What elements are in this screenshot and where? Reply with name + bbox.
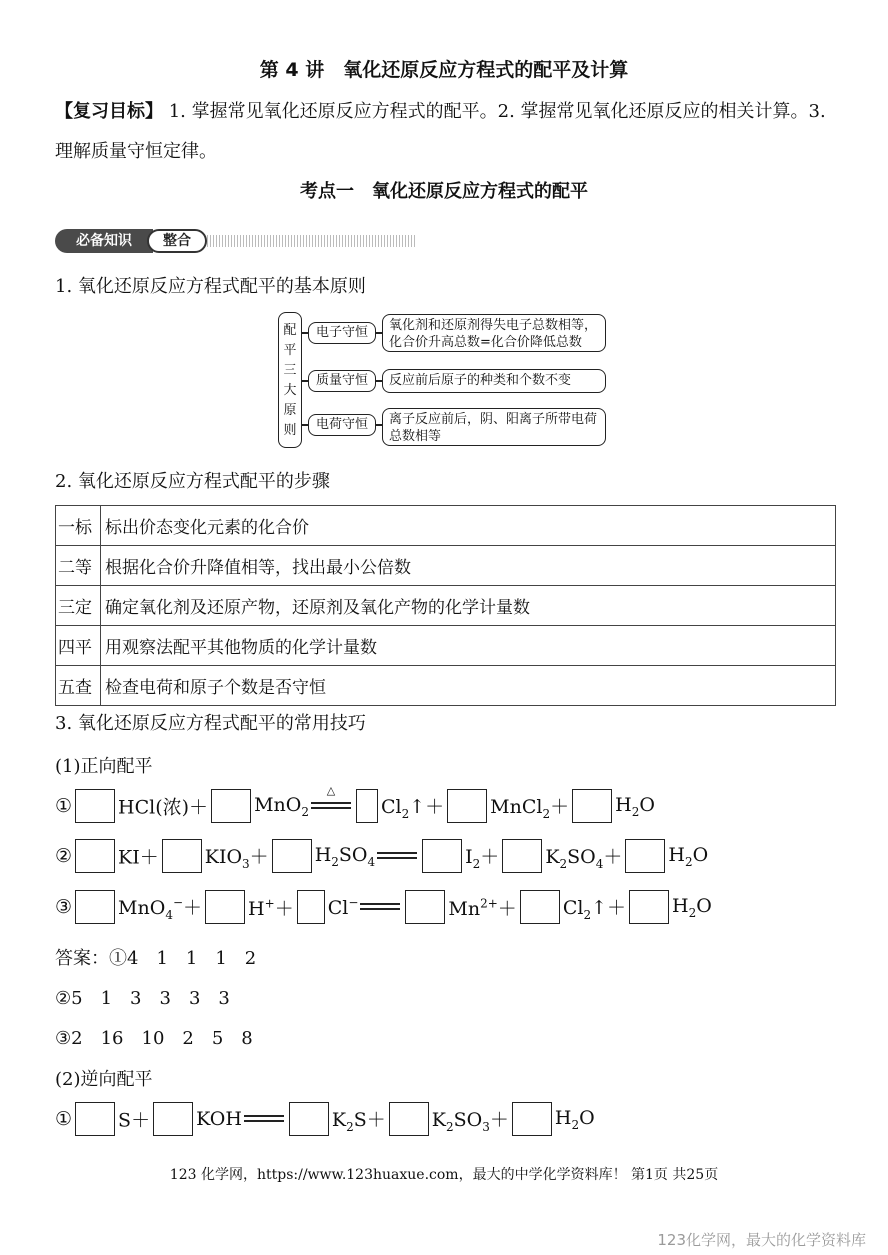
subscript: 2 — [688, 905, 697, 920]
superscript: 2+ — [480, 896, 498, 911]
eq-term-text: H — [668, 843, 685, 866]
coefficient-box[interactable] — [512, 1102, 552, 1136]
subheading-reverse: (2)逆向配平 — [55, 1069, 153, 1090]
subscript: 2 — [472, 856, 481, 871]
table-row — [56, 626, 836, 666]
equation-3 — [55, 890, 712, 924]
principles-diagram — [278, 312, 608, 452]
eq-term-text: I — [465, 845, 473, 868]
coefficient-box[interactable] — [405, 890, 445, 924]
answer-line-2: ②5 1 3 3 3 3 — [55, 988, 230, 1009]
eq-term-text: SO — [453, 1108, 483, 1131]
steps-table — [55, 505, 836, 706]
coefficient-box[interactable] — [422, 839, 462, 873]
eq-term-tail: ＋ — [489, 1108, 509, 1131]
principle-key-charge: 电荷守恒 — [308, 414, 376, 436]
eq-term-tail: O — [579, 1106, 595, 1129]
eq-term — [254, 793, 309, 819]
coefficient-box[interactable] — [75, 839, 115, 873]
eq-term-tail: ＋ — [249, 845, 269, 868]
coefficient-box[interactable] — [502, 839, 542, 873]
subheading-forward: (1)正向配平 — [55, 756, 153, 777]
principle-key-electron: 电子守恒 — [308, 322, 376, 344]
subscript: 2 — [559, 856, 568, 871]
subscript: 2 — [331, 854, 339, 869]
table-row — [56, 506, 836, 546]
subscript: 3 — [242, 856, 250, 871]
eq-term-text: MnCl — [490, 795, 543, 818]
subscript: 2 — [346, 1119, 354, 1134]
coefficient-box[interactable] — [625, 839, 665, 873]
eq-term — [431, 1108, 509, 1134]
watermark: 123化学网，最大的化学资料库 — [657, 1231, 866, 1249]
eq-term — [248, 898, 294, 920]
subscript: 2 — [401, 806, 410, 821]
eq-number: ① — [55, 1108, 73, 1130]
eq-term-text: H — [672, 894, 689, 917]
step-value: 标出价态变化元素的化合价 — [101, 506, 836, 546]
table-row — [56, 546, 836, 586]
eq-term-text: H — [615, 793, 632, 816]
heading-principles: 1. 氧化还原反应方程式配平的基本原则 — [55, 276, 366, 297]
superscript: + — [264, 896, 275, 911]
eq-term — [465, 845, 500, 871]
subscript: 2 — [446, 1119, 454, 1134]
coefficient-box[interactable] — [447, 789, 487, 823]
eq-term — [562, 896, 626, 922]
subscript: 3 — [482, 1119, 490, 1134]
answer-line-1 — [55, 944, 256, 970]
eq-term: HCl(浓)＋ — [118, 796, 209, 819]
eq-term-text: MnO — [254, 793, 302, 816]
coefficient-box[interactable] — [211, 789, 251, 823]
eq-term-tail: ＋ — [480, 845, 500, 868]
step-value: 确定氧化剂及还原产物，还原剂及氧化产物的化学计量数 — [101, 586, 836, 626]
eq-term-text: SO — [338, 843, 368, 866]
page-title: 第 4 讲 氧化还原反应方程式的配平及计算 — [259, 59, 629, 81]
eq-term — [448, 898, 516, 920]
diagram-root-text: 配平三大原则 — [283, 323, 297, 438]
answer-label: 答案： — [55, 948, 109, 969]
coefficient-box[interactable] — [289, 1102, 329, 1136]
eq-term-tail: ＋ — [550, 795, 570, 818]
coefficient-box[interactable] — [572, 789, 612, 823]
eq-term — [615, 793, 655, 819]
step-key: 五查 — [56, 666, 101, 706]
answer-line-3: ③2 16 10 2 5 8 — [55, 1028, 253, 1049]
subscript: 4 — [165, 907, 173, 922]
coefficient-box[interactable] — [75, 789, 115, 823]
coefficient-box[interactable] — [75, 890, 115, 924]
step-key: 三定 — [56, 586, 101, 626]
principle-value-electron: 氧化剂和还原剂得失电子总数相等，化合价升高总数=化合价降低总数 — [382, 314, 606, 352]
principle-value-charge: 离子反应前后，阴、阳离子所带电荷总数相等 — [382, 408, 606, 446]
subscript: 2 — [301, 804, 309, 819]
equation-4 — [55, 1102, 595, 1136]
equals-sign — [311, 784, 351, 813]
equals-sign — [244, 1112, 284, 1126]
eq-term-tail: O — [692, 843, 709, 866]
eq-term — [668, 843, 709, 869]
eq-term — [314, 843, 376, 869]
eq-number: ② — [55, 845, 73, 867]
section-title: 考点一 氧化还原反应方程式的配平 — [300, 181, 588, 202]
subscript: 2 — [583, 907, 592, 922]
eq-term-text: K — [545, 845, 560, 868]
answer-values: ①4 1 1 1 2 — [109, 948, 257, 969]
heat-symbol: △ — [326, 784, 336, 797]
eq-term-text: H — [248, 897, 265, 920]
coefficient-box[interactable] — [205, 890, 245, 924]
badge-right: 整合 — [147, 229, 207, 253]
eq-term-text: KIO — [204, 845, 243, 868]
eq-term-tail: O — [696, 894, 712, 917]
review-text: 1. 掌握常见氧化还原反应方程式的配平。2. 掌握常见氧化还原反应的相关计算。3. 理解质量守恒定律。 — [55, 101, 826, 162]
eq-number: ③ — [55, 896, 73, 918]
subscript: 4 — [595, 856, 604, 871]
eq-term-text: H — [314, 843, 332, 866]
eq-term-tail: ↑＋ — [591, 896, 626, 919]
eq-term-tail: ↑＋ — [409, 795, 445, 818]
eq-term — [331, 1108, 386, 1134]
superscript: − — [348, 895, 359, 910]
eq-number: ① — [55, 795, 73, 817]
step-key: 一标 — [56, 506, 101, 546]
equals-sign — [360, 900, 400, 914]
subscript: 2 — [571, 1117, 580, 1132]
step-key: 四平 — [56, 626, 101, 666]
table-row — [56, 586, 836, 626]
coefficient-box[interactable] — [153, 1102, 193, 1136]
equation-1 — [55, 784, 655, 823]
eq-term — [118, 895, 203, 922]
eq-term-text: K — [431, 1108, 446, 1131]
eq-term-tail: ＋ — [603, 845, 623, 868]
step-value: 检查电荷和原子个数是否守恒 — [101, 666, 836, 706]
superscript: − — [172, 895, 184, 910]
eq-term-text: Cl — [327, 896, 349, 919]
heading-steps: 2. 氧化还原反应方程式配平的步骤 — [55, 471, 330, 492]
coefficient-box[interactable] — [162, 839, 202, 873]
review-label: 【复习目标】 — [55, 101, 163, 122]
eq-term-tail: S＋ — [353, 1108, 386, 1131]
diagram-root — [278, 312, 302, 448]
eq-term-text: Mn — [448, 897, 481, 920]
subscript: 2 — [631, 804, 640, 819]
step-value: 用观察法配平其他物质的化学计量数 — [101, 626, 836, 666]
eq-term-tail: ＋ — [183, 896, 203, 919]
eq-term — [490, 795, 570, 821]
eq-term-text: MnO — [118, 896, 166, 919]
step-value: 根据化合价升降值相等，找出最小公倍数 — [101, 546, 836, 586]
equals-sign — [377, 849, 417, 863]
review-objectives — [55, 92, 845, 172]
eq-term-text: SO — [567, 845, 596, 868]
coefficient-box[interactable] — [389, 1102, 429, 1136]
eq-term-text: K — [331, 1108, 347, 1131]
eq-term — [672, 894, 712, 920]
coefficient-box[interactable] — [629, 890, 669, 924]
eq-term — [380, 795, 445, 821]
subscript: 4 — [367, 854, 376, 869]
badge-stripes — [207, 235, 417, 247]
table-row — [56, 666, 836, 706]
step-key: 二等 — [56, 546, 101, 586]
principle-key-mass: 质量守恒 — [308, 370, 376, 392]
eq-term: S＋ — [118, 1109, 151, 1132]
coefficient-box[interactable] — [272, 839, 312, 873]
eq-term-tail: O — [639, 793, 655, 816]
coefficient-box[interactable] — [520, 890, 560, 924]
coefficient-box[interactable] — [75, 1102, 115, 1136]
principle-value-mass: 反应前后原子的种类和个数不变 — [382, 369, 606, 393]
eq-term — [554, 1106, 595, 1132]
eq-term-text: Cl — [380, 795, 402, 818]
eq-term: KI＋ — [118, 846, 159, 869]
eq-term-tail: ＋ — [274, 897, 294, 920]
eq-term-tail: ＋ — [497, 897, 517, 920]
eq-term — [328, 897, 359, 919]
eq-term — [204, 845, 269, 871]
equation-2 — [55, 839, 708, 873]
eq-term-text: Cl — [562, 896, 584, 919]
eq-term-text: H — [554, 1106, 572, 1129]
eq-term: KOH — [196, 1108, 242, 1130]
subscript: 2 — [684, 854, 693, 869]
badge-left: 必备知识 — [55, 229, 153, 253]
subscript: 2 — [542, 806, 551, 821]
coefficient-box[interactable] — [356, 789, 378, 823]
heading-techniques: 3. 氧化还原反应方程式配平的常用技巧 — [55, 713, 366, 734]
eq-term — [545, 845, 623, 871]
page-footer: 123 化学网，https://www.123huaxue.com，最大的中学化学资料库！ 第1页 共25页 — [169, 1167, 719, 1183]
coefficient-box[interactable] — [297, 890, 325, 924]
